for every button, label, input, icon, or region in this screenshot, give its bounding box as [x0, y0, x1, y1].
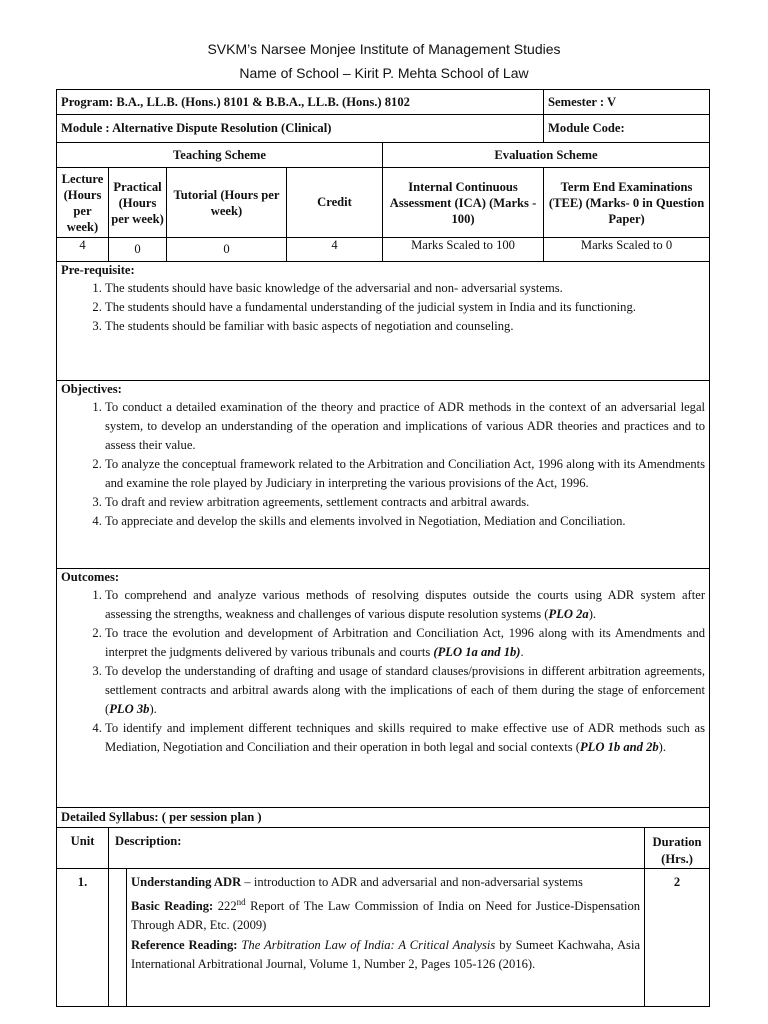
objective-item: 3. To draft and review arbitration agreements, settlement contracts and arbitral awards.	[105, 493, 705, 512]
tutorial-value: 0	[167, 238, 287, 262]
outcome-item: 2. To trace the evolution and development of Arbitration and Conciliation Act, 1996 along with its Amendments and interpret the judgments delivered by various tribunals and courts (PLO 1a and 1b).	[105, 624, 705, 662]
institute-title: SVKM’s Narsee Monjee Institute of Management Studies	[207, 41, 561, 57]
prerequisite-title: Pre-requisite:	[61, 263, 135, 277]
reference-reading-label: Reference Reading:	[131, 937, 238, 952]
objective-item: 2. To analyze the conceptual framework related to the Arbitration and Conciliation Act, 1996 along with its Amendments and examine the role played by Judiciary in interpreting the various provisions of the Act, 1996.	[105, 455, 705, 493]
unit-duration: 2	[645, 869, 710, 1007]
reference-title: The Arbitration Law of India: A Critical Analysis	[241, 937, 496, 952]
credit-header: Credit	[287, 168, 383, 238]
lecture-value: 4	[57, 238, 109, 262]
prerequisite-item: 2. The students should have a fundamental understanding of the judicial system in India and its functioning.	[105, 298, 705, 317]
duration-column-header: Duration (Hrs.)	[645, 828, 710, 869]
practical-value: 0	[109, 238, 167, 262]
prerequisite-section	[57, 262, 710, 381]
syllabus-title: Detailed Syllabus: ( per session plan )	[57, 808, 710, 828]
objective-item: 1. To conduct a detailed examination of the theory and practice of ADR methods in the context of an adversarial legal system, to develop an understanding of the operation and implications of various ADR theories and practices and to assess their value.	[105, 398, 705, 455]
unit-description: Understanding ADR – introduction to ADR and adversarial and non-adversarial systems Basic Reading: 222nd Report of The Law Commission of India on Need for Justice-Dispensation Through ADR, Etc. (2009) Reference Reading: The Arbitration Law of India: A Critical Analysis by Sumeet Kachwaha, Asia International Arbitrational Journal, Volume 1, Number 2, Pages 105-126 (2016).	[127, 869, 645, 1007]
objective-item: 4. To appreciate and develop the skills and elements involved in Negotiation, Mediation and Conciliation.	[105, 512, 705, 531]
ica-header: Internal Continuous Assessment (ICA) (Marks - 100)	[383, 168, 544, 238]
ica-value: Marks Scaled to 100	[383, 238, 544, 262]
outcome-item: 3. To develop the understanding of drafting and usage of standard clauses/provisions in different arbitration agreements, settlement contracts and arbitral awards along with the implications of each of them during the stage of enforcement (PLO 3b).	[105, 662, 705, 719]
outcomes-list	[61, 586, 705, 757]
course-outline-table	[56, 89, 709, 1007]
unit-number: 1.	[57, 869, 109, 1007]
module-code-cell: Module Code:	[544, 115, 710, 143]
credit-value: 4	[287, 238, 383, 262]
prerequisite-list	[61, 279, 705, 336]
module-cell: Module : Alternative Dispute Resolution (Clinical)	[57, 115, 544, 143]
unit-column-header: Unit	[57, 828, 109, 869]
outcome-item: 4. To identify and implement different techniques and skills required to make effective use of ADR methods such as Mediation, Negotiation and Conciliation and their operation in both legal and social contexts (PLO 1b and 2b).	[105, 719, 705, 757]
objectives-section	[57, 381, 710, 569]
unit-topic: Understanding ADR	[131, 875, 242, 889]
objectives-title: Objectives:	[61, 382, 122, 396]
outcomes-section	[57, 569, 710, 808]
tee-value: Marks Scaled to 0	[544, 238, 710, 262]
evaluation-scheme-title: Evaluation Scheme	[383, 143, 710, 168]
tee-header: Term End Examinations (TEE) (Marks- 0 in Question Paper)	[544, 168, 710, 238]
teaching-scheme-title: Teaching Scheme	[57, 143, 383, 168]
syllabus-gap	[109, 869, 127, 1007]
basic-reading-label: Basic Reading:	[131, 898, 214, 913]
school-title: Name of School – Kirit P. Mehta School of Law	[239, 65, 529, 81]
practical-header: Practical (Hours per week)	[109, 168, 167, 238]
prerequisite-item: 1. The students should have basic knowledge of the adversarial and non- adversarial systems.	[105, 279, 705, 298]
lecture-header: Lecture (Hours per week)	[57, 168, 109, 238]
tutorial-header: Tutorial (Hours per week)	[167, 168, 287, 238]
semester-cell: Semester : V	[544, 90, 710, 115]
objectives-list	[61, 398, 705, 531]
description-column-header: Description:	[109, 828, 645, 869]
outcome-item: 1. To comprehend and analyze various methods of resolving disputes outside the courts using ADR system after assessing the strengths, weakness and challenges of various dispute resolution systems (PLO 2a).	[105, 586, 705, 624]
program-cell: Program: B.A., LL.B. (Hons.) 8101 & B.B.A., LL.B. (Hons.) 8102	[57, 90, 544, 115]
outcomes-title: Outcomes:	[61, 570, 120, 584]
prerequisite-item: 3. The students should be familiar with basic aspects of negotiation and counseling.	[105, 317, 705, 336]
